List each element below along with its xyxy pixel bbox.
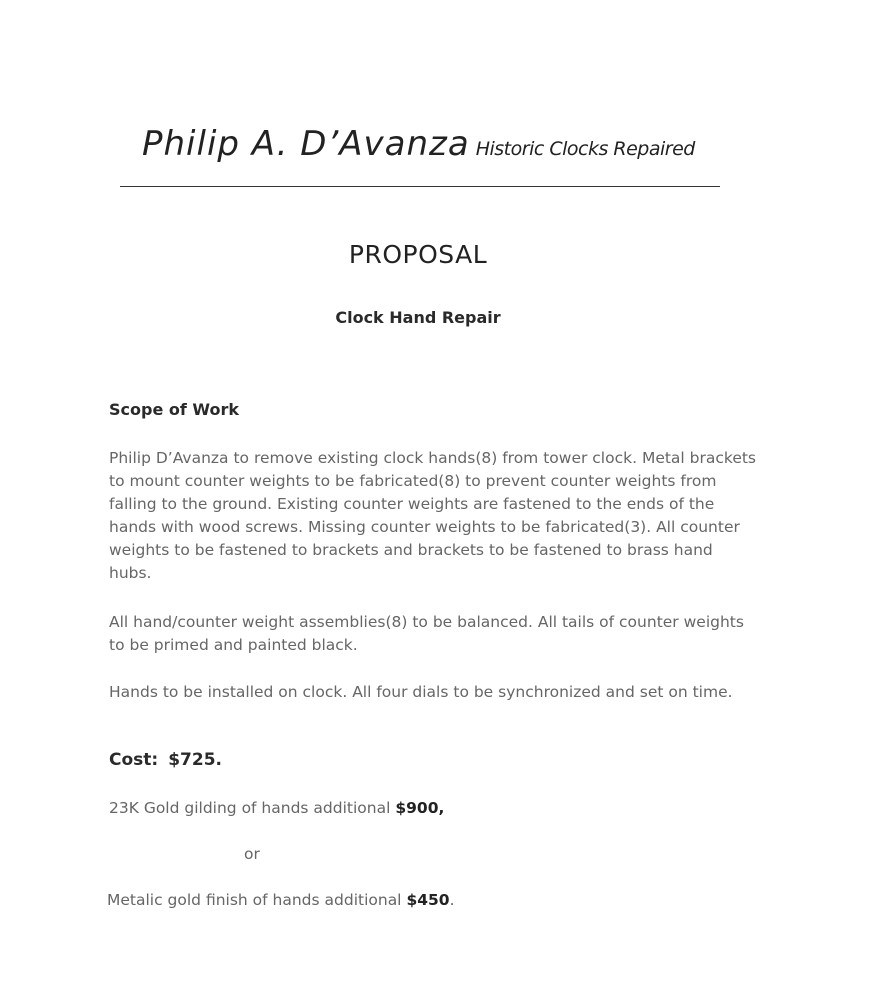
- letterhead-name: Philip A. D’Avanza: [142, 124, 470, 164]
- metalic-text: Metalic gold finish of hands additional: [107, 891, 402, 909]
- document-subtitle: Clock Hand Repair: [335, 308, 501, 327]
- cost-line: [109, 750, 222, 770]
- scope-paragraph-1: Philip D’Avanza to remove existing clock hands(8) from tower clock. Metal brackets to mount counter weights to be fabricated(8) to prevent counter weights from falling to the ground. Existing counter weights are fastened to the ends of the hands with wood screws. Missing counter weights to be fabricated(3). All counter weights to be fastened to brackets and brackets to be fastened to brass hand hubs.: [109, 449, 757, 582]
- gilding-text: 23K Gold gilding of hands additional: [109, 799, 391, 817]
- scope-paragraph-2: All hand/counter weight assemblies(8) to be balanced. All tails of counter weights to be primed and painted black.: [109, 613, 744, 654]
- metalic-price: $450: [406, 891, 450, 909]
- gilding-price: $900,: [395, 799, 445, 817]
- gilding-option: [109, 799, 444, 817]
- scope-heading: Scope of Work: [109, 400, 239, 419]
- cost-amount: $725.: [168, 750, 222, 770]
- letterhead-divider: [120, 186, 720, 187]
- letterhead: [142, 124, 695, 164]
- metalic-suffix: .: [449, 891, 455, 909]
- metalic-option: [107, 891, 455, 909]
- cost-label: Cost:: [109, 750, 159, 770]
- letterhead-tagline: Historic Clocks Repaired: [475, 138, 695, 160]
- document-title: PROPOSAL: [348, 240, 488, 269]
- or-separator: or: [244, 845, 260, 863]
- scope-paragraph-3: Hands to be installed on clock. All four dials to be synchronized and set on time.: [109, 683, 733, 701]
